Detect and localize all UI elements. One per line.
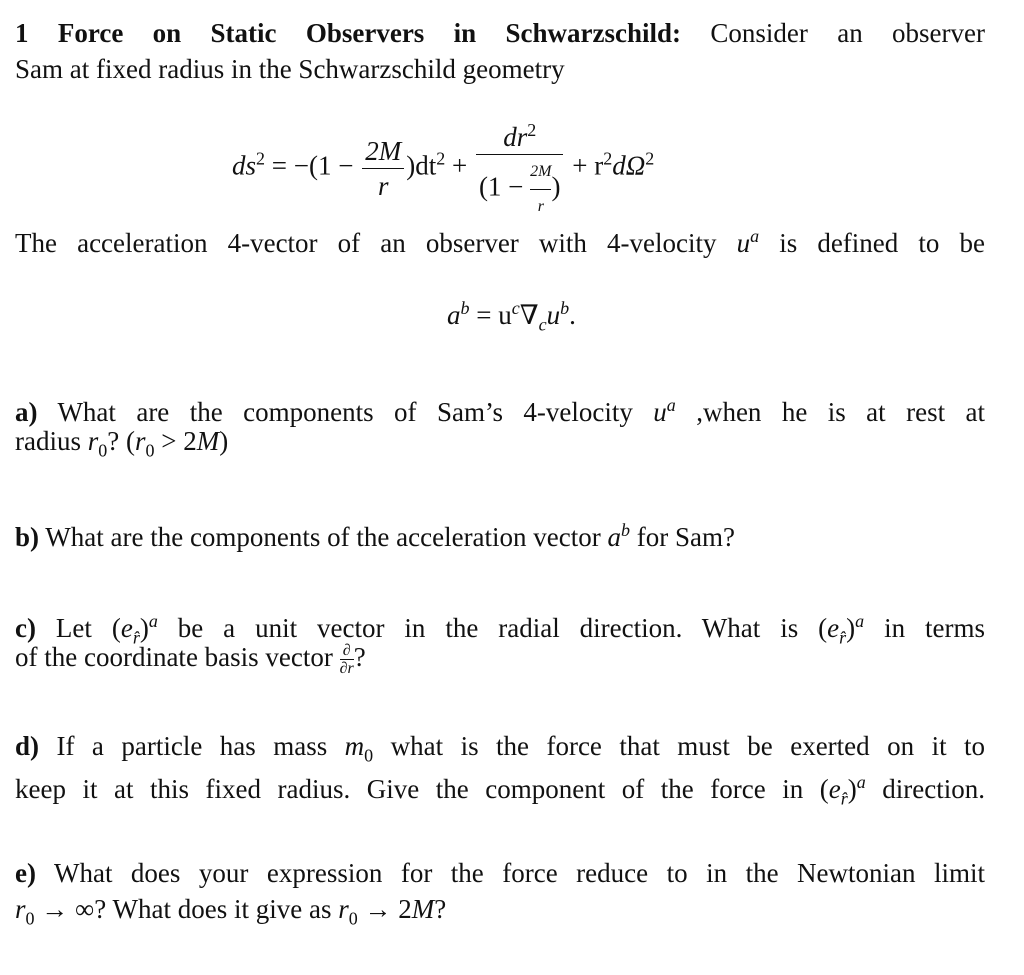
part-c-line-1: c) Let $(e_{r̂})^a$ be a unit vector in the radial direction. What is $(e_{r̂})^a$ in terms bbox=[15, 611, 985, 648]
problem-title-line bbox=[15, 17, 985, 49]
part-e-line-1: e) What does your expression for the force reduce to in the Newtonian limit bbox=[15, 858, 985, 888]
part-d-line-2: keep it at this fixed radius. Give the component of the force in $(e_{r̂})^a$ direction. bbox=[15, 772, 985, 809]
metric-equation: $ds^2 = -(1$ − $\frac{2M}{r}$ )$dt^2$ + $dr^2$ (1 − $\frac{2M}{r}$ ) + $r^2d\Omega^2$ bbox=[232, 113, 654, 224]
part-a-line-1: a) What are the components of Sam’s 4-velocity $u^a$ ,when he is at rest at bbox=[15, 395, 985, 427]
part-b: b) What are the components of the acceleration vector $a^b$ for Sam? bbox=[15, 520, 735, 552]
part-c-line-2: of the coordinate basis vector $\frac{\partial}{\partial r}$ ? bbox=[15, 642, 366, 678]
part-a-line-2: radius $r_0$? $(r_0 > 2M)$ bbox=[15, 426, 229, 461]
acceleration-equation: $a^b = u^c\nabla_cu^b$. bbox=[447, 298, 576, 335]
intro-text: Consider an observer bbox=[710, 18, 986, 48]
intro-text-2: Sam at fixed radius in the Schwarzschild geometry bbox=[15, 54, 565, 84]
problem-title: 1 Force on Static Observers in Schwarzschild: bbox=[15, 18, 682, 48]
part-e-line-2: $r_0$ → ∞? What does it give as $r_0 \to 2M$? bbox=[15, 894, 447, 929]
acceleration-definition-text: The acceleration 4-vector of an observer with 4-velocity $u^a$ is defined to be bbox=[15, 226, 985, 258]
part-d-line-1: d) If a particle has mass $m_0$ what is the force that must be exerted on it to bbox=[15, 731, 986, 766]
